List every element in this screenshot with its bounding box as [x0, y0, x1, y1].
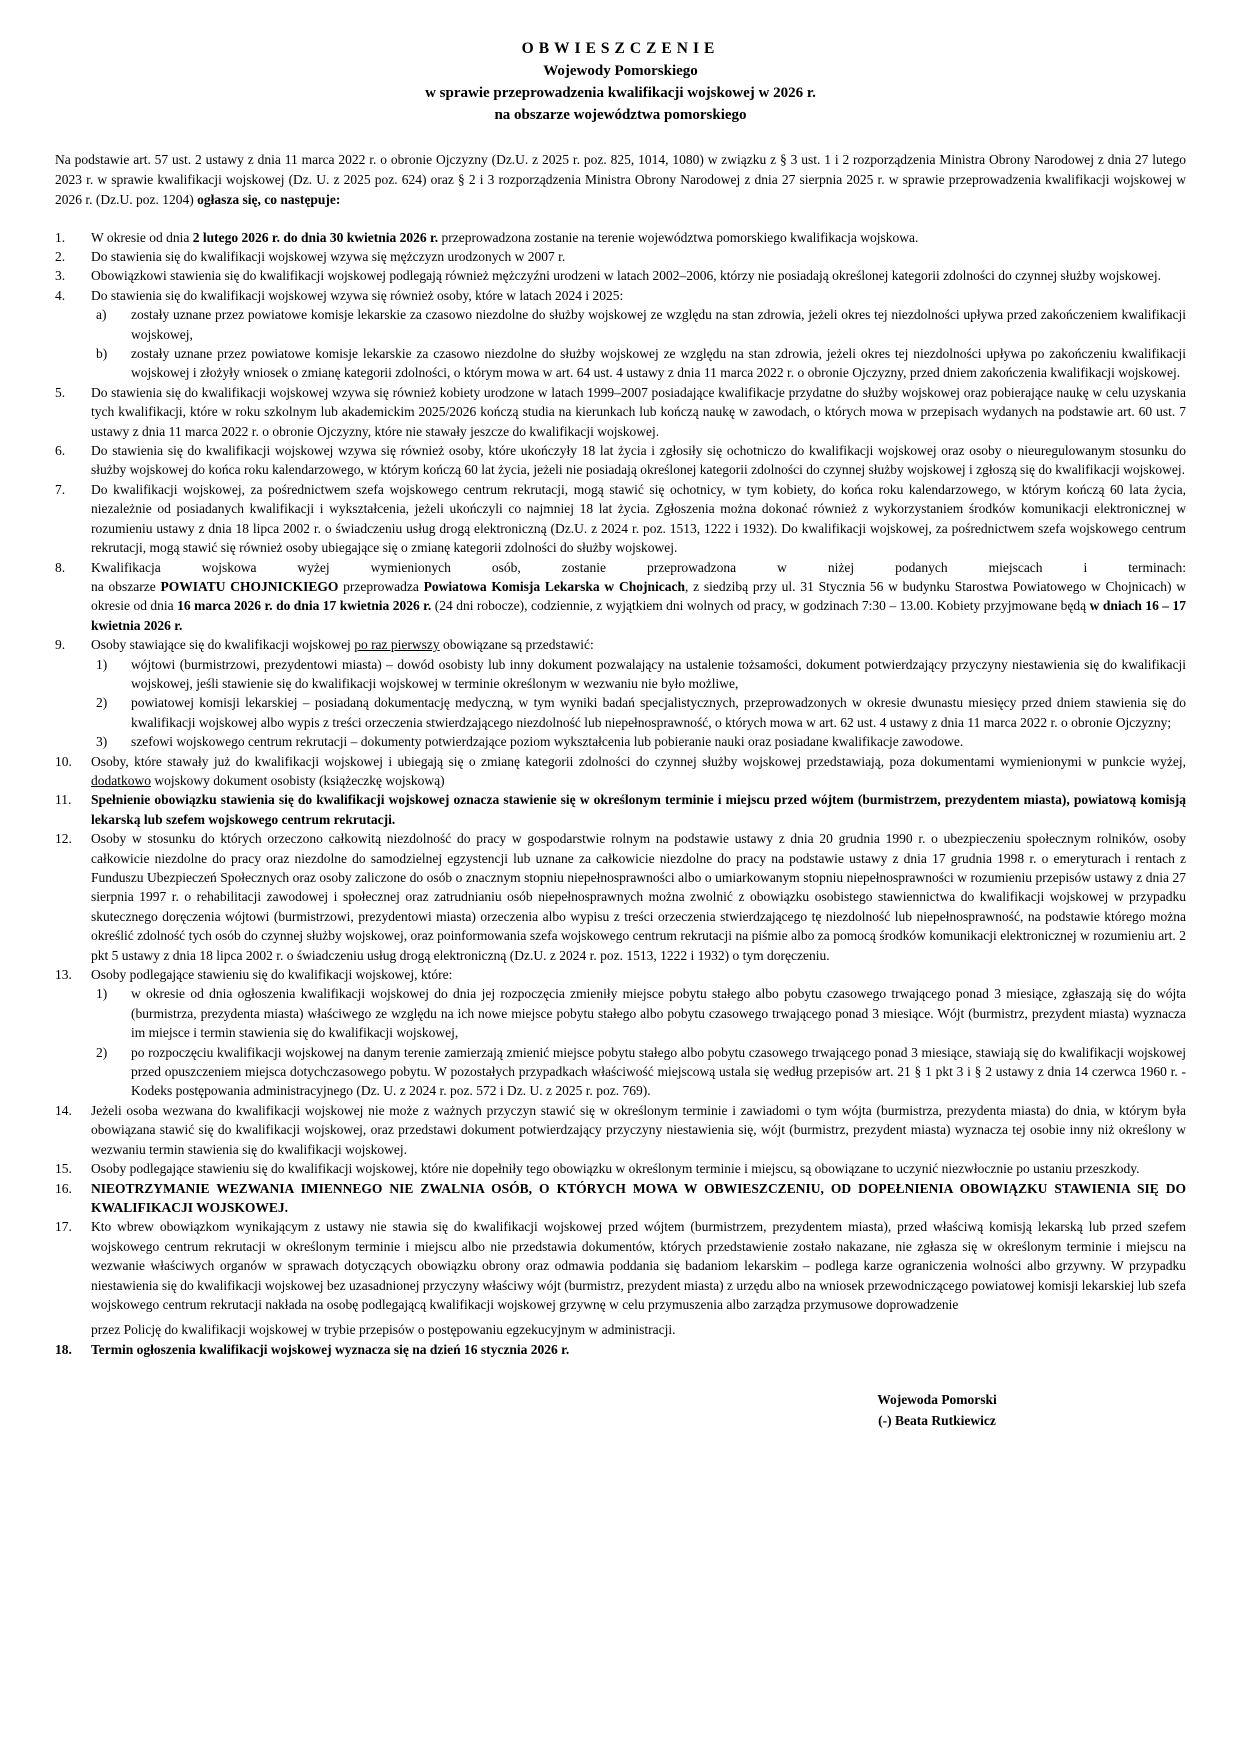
text-run: w okresie od dnia ogłoszenia kwalifikacji wojskowej do dnia jej rozpoczęcia zmieniły miejsce pobytu stałego albo pobytu czasowego trwającego ponad 3 miesiące, zgłaszają się do wójta (burmistrza, prezydenta miasta) właściwego ze względu na ich nowe miejsce pobytu stałego albo pobytu czasowego trwającego ponad 3 miesiące. Wójt (burmistrz, prezydent miasta) wyznacza im miejsce i termin stawienia się do kwalifikacji wojskowej,	[131, 986, 1186, 1041]
text-run: przez Policję do kwalifikacji wojskowej w trybie przepisów o postępowaniu egzekucyjnym w administracji.	[91, 1322, 676, 1338]
list-item-number: 7.	[55, 481, 66, 497]
list-item-number: 1.	[55, 229, 66, 245]
text-run: Do stawienia się do kwalifikacji wojskowej wzywa się również osoby, które ukończyły 18 lat życia i zgłosiły się ochotniczo do kwalifikacji wojskowej oraz osoby o nieuregulowanym stosunku do służby wojskowej do końca roku kalendarzowego, w którym kończą 60 lat życia, jeżeli nie posiadają określonej kategorii zdolności do czynnej służby wojskowej i zgłoszą się do kwalifikacji wojskowej.	[91, 443, 1186, 478]
list-item-text	[91, 383, 1186, 441]
list-item	[55, 752, 1186, 791]
text-run: obowiązane są przedstawić:	[439, 637, 594, 653]
list-subitem-text	[131, 1045, 1186, 1099]
list-subitem	[91, 344, 1186, 383]
list-item	[55, 1101, 1186, 1159]
text-run: Do stawienia się do kwalifikacji wojskowej wzywa się również osoby, które w latach 2024 i 2025:	[91, 287, 624, 303]
list-item	[55, 1217, 1186, 1339]
list-item	[55, 635, 1186, 751]
list-subitem-text	[131, 307, 1186, 341]
list-item-number: 6.	[55, 443, 66, 459]
list-subitem-text	[131, 986, 1186, 1040]
list-item-number: 5.	[55, 384, 66, 400]
list-item	[55, 790, 1186, 829]
list-item-number: 4.	[55, 287, 66, 303]
list-item-number: 14.	[55, 1102, 72, 1118]
list-subitem-text	[131, 346, 1186, 380]
list-subitem	[91, 1043, 1186, 1101]
text-run: Do stawienia się do kwalifikacji wojskowej wzywa się mężczyzn urodzonych w 2007 r.	[91, 249, 566, 265]
list-item-text	[91, 1179, 1186, 1218]
list-item	[55, 1159, 1186, 1178]
text-run: wojskowy dokument osobisty (książeczkę wojskową)	[151, 772, 445, 788]
list-item-text	[91, 558, 1186, 636]
text-run: zostały uznane przez powiatowe komisje lekarskie za czasowo niezdolne do służby wojskowej ze względu na stan zdrowia, jeżeli okres tej niezdolności upływa przed zakończeniem kwalifikacji wojskowej,	[131, 307, 1186, 342]
text-run: Osoby podlegające stawieniu się do kwalifikacji wojskowej, które nie dopełniły tego obowiązku w określonym terminie i miejscu, są obowiązane to uczynić niezwłocznie po ustaniu przeszkody.	[91, 1161, 1140, 1177]
text-run: ogłasza się, co następuje:	[197, 192, 341, 208]
text-run: Do kwalifikacji wojskowej, za pośrednictwem szefa wojskowego centrum rekrutacji, mogą stawić się ochotnicy, w tym kobiety, do końca roku kalendarzowego, w którym kończą 60 lata życia, niezależnie od posiadanych kwalifikacji i wykształcenia, jeżeli ukończyli co najmniej 18 lat życia. Zgłoszenia można dokonać również z wykorzystaniem środków komunikacji elektronicznej w rozumieniu ustawy z dnia 18 lipca 2002 r. o świadczeniu usług drogą elektroniczną (Dz.U. z 2024 r. poz. 1513, 1222 i 1932). Do kwalifikacji wojskowej, za pośrednictwem szefa wojskowego centrum rekrutacji, mogą stawić się również osoby ubiegające się o zmianę kategorii zdolności do służby wojskowej.	[91, 481, 1186, 556]
text-run: w dniach 16 – 17 kwietnia 2026 r.	[91, 598, 1186, 633]
list-item-number: 15.	[55, 1161, 72, 1177]
list-item-text	[91, 228, 1186, 247]
list-item-text	[91, 829, 1186, 965]
list-item-text	[91, 1217, 1186, 1339]
text-run: szefowi wojskowego centrum rekrutacji – dokumenty potwierdzające poziom wykształcenia lub pobieranie nauki oraz posiadane kwalifikacje zawodowe.	[131, 734, 964, 750]
document-title-block	[55, 38, 1186, 126]
list-subitem	[91, 732, 1186, 751]
list-item-number: 8.	[55, 559, 66, 575]
text-run: przeprowadza	[338, 578, 424, 594]
list-item-text	[91, 1101, 1186, 1159]
list-subitem-text	[131, 657, 1186, 691]
list-item	[55, 829, 1186, 965]
text-run: po rozpoczęciu kwalifikacji wojskowej na danym terenie zamierzają zmienić miejsce pobytu stałego albo pobytu czasowego trwającego ponad 3 miesiące, stawiają się do kwalifikacji wojskowej przed opuszczeniem miejsca dotychczasowego pobytu. W pozostałych przypadkach właściwość miejscową ustala się według przepisów art. 21 § 1 pkt 3 i § 2 ustawy z dnia 14 czerwca 1960 r. - Kodeks postępowania administracyjnego (Dz. U. z 2024 r. poz. 572 i Dz. U. z 2025 r. poz. 769).	[131, 1044, 1186, 1099]
intro-paragraph	[55, 150, 1186, 211]
list-subitem	[91, 984, 1186, 1042]
list-subitem-marker: 1)	[96, 656, 108, 672]
list-item	[55, 441, 1186, 480]
text-run: dodatkowo	[91, 772, 151, 788]
text-run: po raz pierwszy	[354, 637, 440, 653]
list-item-number: 12.	[55, 831, 72, 847]
list-item-number: 10.	[55, 753, 72, 769]
text-run: Obowiązkowi stawienia się do kwalifikacji wojskowej podlegają również mężczyźni urodzeni w latach 2002–2006, którzy nie posiadają określonej kategorii zdolności do czynnej służby wojskowej.	[91, 268, 1161, 284]
text-run: na obszarze	[91, 578, 161, 594]
text-run: Osoby w stosunku do których orzeczono całkowitą niezdolność do pracy w gospodarstwie rolnym na podstawie ustawy z dnia 20 grudnia 1990 r. o ubezpieczeniu społecznym rolników, osoby całkowicie niezdolne do pracy oraz niezdolne do samodzielnej egzystencji lub uznane za całkowicie niezdolne do pracy na podstawie ustawy z dnia 17 grudnia 1998 r. o emeryturach i rentach z Funduszu Ubezpieczeń Społecznych oraz osoby zaliczone do osób o znacznym stopniu niepełnosprawności albo o umiarkowanym stopniu niepełnosprawności w rozumieniu przepisów ustawy z dnia 27 sierpnia 1997 r. o rehabilitacji zawodowej i społecznej oraz zatrudnianiu osób niepełnosprawnych można zwolnić z obowiązku osobistego stawiennictwa do kwalifikacji wojskowej w przypadku skutecznego doręczenia wójtowi (burmistrzowi, prezydentowi miasta) orzeczenia albo wypisu z treści orzeczenia stwierdzającego tę niezdolność lub niepełnosprawność, na podstawie którego można określić zdolność tych osób do czynnej służby wojskowej, oraz poinformowania szefa wojskowego centrum rekrutacji na piśmie albo za pomocą środków komunikacji elektronicznej w rozumieniu art. 2 pkt 5 ustawy z dnia 18 lipca 2002 r. o świadczeniu usług drogą elektroniczną (Dz.U. z 2024 r. poz. 1513, 1222 i 1932) o tym doręczeniu.	[91, 831, 1186, 963]
list-item-text	[91, 266, 1186, 285]
list-item	[55, 383, 1186, 441]
list-item	[55, 228, 1186, 247]
list-item-text	[91, 1159, 1186, 1178]
list-subitem-marker: b)	[96, 346, 108, 362]
list-subitem-marker: 2)	[96, 695, 108, 711]
signature-block	[797, 1389, 1077, 1431]
text-run: W okresie od dnia	[91, 229, 193, 245]
list-item	[55, 1179, 1186, 1218]
list-subitem	[91, 655, 1186, 694]
list-item-number: 3.	[55, 268, 66, 284]
text-run: Osoby, które stawały już do kwalifikacji wojskowej i ubiegają się o zmianę kategorii zdolności do czynnej służby wojskowej przedstawiają, poza dokumentami wymienionymi w punkcie wyżej,	[91, 753, 1186, 769]
list-subitem-marker: a)	[96, 307, 107, 323]
list-item-number: 11.	[55, 792, 72, 808]
signature-name: (-) Beata Rutkiewicz	[878, 1413, 996, 1429]
text-run: przeprowadzona zostanie na terenie województwa pomorskiego kwalifikacja wojskowa.	[438, 229, 919, 245]
text-run: POWIATU CHOJNICKIEGO	[160, 578, 339, 594]
list-item-text	[91, 247, 1186, 266]
list-item	[55, 247, 1186, 266]
text-run: (24 dni robocze), codziennie, z wyjątkiem dni wolnych od pracy, w godzinach 7:30 – 13.00. Kobiety przyjmowane będą	[431, 598, 1090, 614]
list-subitem-marker: 2)	[96, 1044, 108, 1060]
list-item	[55, 480, 1186, 558]
list-item	[55, 1340, 1186, 1359]
text-run: wójtowi (burmistrzowi, prezydentowi miasta) – dowód osobisty lub inny dokument pozwalający na ustalenie tożsamości, dokument potwierdzający przyczyny niestawienia się do kwalifikacji wojskowej, jeśli stawienie się do kwalifikacji wojskowej w terminie określonym w wezwaniu nie było możliwe,	[131, 656, 1186, 691]
signature-title: Wojewoda Pomorski	[877, 1392, 997, 1408]
text-run: Kwalifikacja wojskowa wyżej wymienionych osób, zostanie przeprowadzona w niżej podanych miejscach i terminach:	[91, 559, 1186, 575]
list-subitem-text	[131, 734, 963, 749]
text-run: Osoby podlegające stawieniu się do kwalifikacji wojskowej, które:	[91, 967, 453, 983]
list-subitem	[91, 693, 1186, 732]
list-item-number: 18.	[55, 1341, 72, 1357]
text-run: 2 lutego 2026 r. do dnia 30 kwietnia 2026 r.	[192, 229, 439, 245]
numbered-list	[55, 228, 1186, 1360]
text-run: Termin ogłoszenia kwalifikacji wojskowej wyznacza się na dzień 16 stycznia 2026 r.	[91, 1341, 570, 1357]
text-run: , z siedzibą przy ul. 31 Stycznia 56 w budynku Starostwa Powiatowego w Chojnicach) w okresie od dnia	[91, 578, 1187, 614]
list-item-text	[91, 441, 1186, 480]
list-item-text	[91, 286, 1186, 305]
list-item-number: 9.	[55, 637, 66, 653]
list-item-text	[91, 480, 1186, 558]
text-run: Powiatowa Komisja Lekarska w Chojnicach	[423, 578, 685, 594]
document-title-line: na obszarze województwa pomorskiego	[494, 107, 747, 123]
list-item-text	[91, 790, 1186, 829]
list-item	[55, 965, 1186, 1101]
list-item-number: 13.	[55, 967, 72, 983]
list-item	[55, 266, 1186, 285]
text-run: Do stawienia się do kwalifikacji wojskowej wzywa się również kobiety urodzone w latach 1999–2007 posiadające kwalifikacje przydatne do służby wojskowej oraz pobierające naukę w celu uzyskania tych kwalifikacji, które w roku szkolnym lub akademickim 2025/2026 kończą studia na kierunkach lub kończą naukę w zawodach, o których mowa w przepisach wydanych na podstawie art. 60 ust. 7 ustawy z dnia 11 marca 2022 r. o obronie Ojczyzny, które nie stawały jeszcze do kwalifikacji wojskowej.	[91, 384, 1186, 439]
text-run: Osoby stawiające się do kwalifikacji wojskowej	[91, 637, 355, 653]
text-run: Jeżeli osoba wezwana do kwalifikacji wojskowej nie może z ważnych przyczyn stawić się w określonym terminie i zawiadomi o tym wójta (burmistrza, prezydenta miasta) do dnia, w którym była obowiązana stawić się do kwalifikacji wojskowej, oraz przedstawi dokument potwierdzający przyczyny niestawienia się, wójt (burmistrz, prezydent miasta) wyznacza tej osobie inny niż określony w wezwaniu termin stawienia się do kwalifikacji wojskowej.	[91, 1102, 1186, 1157]
text-run: NIEOTRZYMANIE WEZWANIA IMIENNEGO NIE ZWALNIA OSÓB, O KTÓRYCH MOWA W OBWIESZCZENIU, OD DOPEŁNIENIA OBOWIĄZKU STAWIENIA SIĘ DO KWALIFIKACJI WOJSKOWEJ.	[91, 1180, 1186, 1215]
list-item-number: 16.	[55, 1180, 72, 1196]
list-item	[55, 286, 1186, 383]
list-item-number: 17.	[55, 1219, 72, 1235]
text-run: 16 marca 2026 r. do dnia 17 kwietnia 2026 r.	[177, 598, 432, 614]
list-subitem-marker: 1)	[96, 986, 108, 1002]
text-run: zostały uznane przez powiatowe komisje lekarskie za czasowo niezdolne do służby wojskowej ze względu na stan zdrowia, jeżeli okres tej niezdolności upływa po zakończeniu kwalifikacji wojskowej i złożyły wniosek o zmianę kategorii zdolności, o którym mowa w art. 64 ust. 4 ustawy z dnia 11 marca 2022 r. o obronie Ojczyzny, przed dniem zakończenia kwalifikacji wojskowej.	[131, 346, 1186, 381]
text-run: Spełnienie obowiązku stawienia się do kwalifikacji wojskowej oznacza stawienie się w określonym terminie i miejscu przed wójtem (burmistrzem, prezydentem miasta), powiatową komisją lekarską lub szefem wojskowego centrum rekrutacji.	[91, 792, 1186, 827]
text-run: Kto wbrew obowiązkom wynikającym z ustawy nie stawia się do kwalifikacji wojskowej przed wójtem (burmistrzem, prezydentem miasta), przed właściwą komisją lekarską lub przed szefem wojskowego centrum rekrutacji w określonym terminie i miejscu albo nie przedstawia dokumentów, których przedstawienie zostało nakazane, nie zgłasza się w określonym terminie i miejscu na wezwanie właściwych organów w sprawach dotyczących obowiązku obrony oraz odmawia poddania się badaniom lekarskim – podlega karze ograniczenia wolności albo grzywny. W przypadku niestawienia się do kwalifikacji wojskowej bez uzasadnionej przyczyny właściwy wójt (burmistrz, prezydent miasta) z urzędu albo na wniosek przewodniczącego powiatowej komisji lekarskiej lub szefa wojskowego centrum rekrutacji nakłada na osobę podlegającą kwalifikacji wojskowej grzywnę w celu przymuszenia albo zarządza przymusowe doprowadzenie	[91, 1219, 1186, 1312]
document-title-line: w sprawie przeprowadzenia kwalifikacji wojskowej w 2026 r.	[425, 85, 816, 101]
list-item	[55, 558, 1186, 636]
text-run: Na podstawie art. 57 ust. 2 ustawy z dnia 11 marca 2022 r. o obronie Ojczyzny (Dz.U. z 2025 r. poz. 825, 1014, 1080) w związku z § 3 ust. 1 i 2 rozporządzenia Ministra Obrony Narodowej z dnia 27 lutego 2023 r. w sprawie kwalifikacji wojskowej (Dz. U. z 2025 poz. 624) oraz § 2 i 3 rozporządzenia Ministra Obrony Narodowej z dnia 27 sierpnia 2025 r. w sprawie przeprowadzenia kwalifikacji wojskowej w 2026 r. (Dz.U. poz. 1204)	[55, 152, 1186, 208]
list-subitem	[91, 305, 1186, 344]
list-subitem-text	[131, 695, 1186, 729]
document-title-main: OBWIESZCZENIE	[521, 40, 720, 57]
document-title-line: Wojewody Pomorskiego	[543, 63, 698, 79]
list-item-text	[91, 965, 1186, 984]
list-subitem-marker: 3)	[96, 734, 108, 750]
paragraph-break	[91, 1314, 1186, 1320]
list-item-text	[91, 1340, 1186, 1359]
list-item-text	[91, 635, 1186, 654]
list-item-number: 2.	[55, 249, 66, 265]
list-item-text	[91, 752, 1186, 791]
text-run: powiatowej komisji lekarskiej – posiadaną dokumentację medyczną, w tym wyniki badań specjalistycznych, przeprowadzonych w okresie dwunastu miesięcy przed dniem stawienia się do kwalifikacji wojskowej albo wypis z treści orzeczenia stwierdzającego niezdolność lub niepełnosprawność, o których mowa w art. 62 ust. 4 ustawy z dnia 11 marca 2022 r. o obronie Ojczyzny;	[131, 695, 1186, 730]
